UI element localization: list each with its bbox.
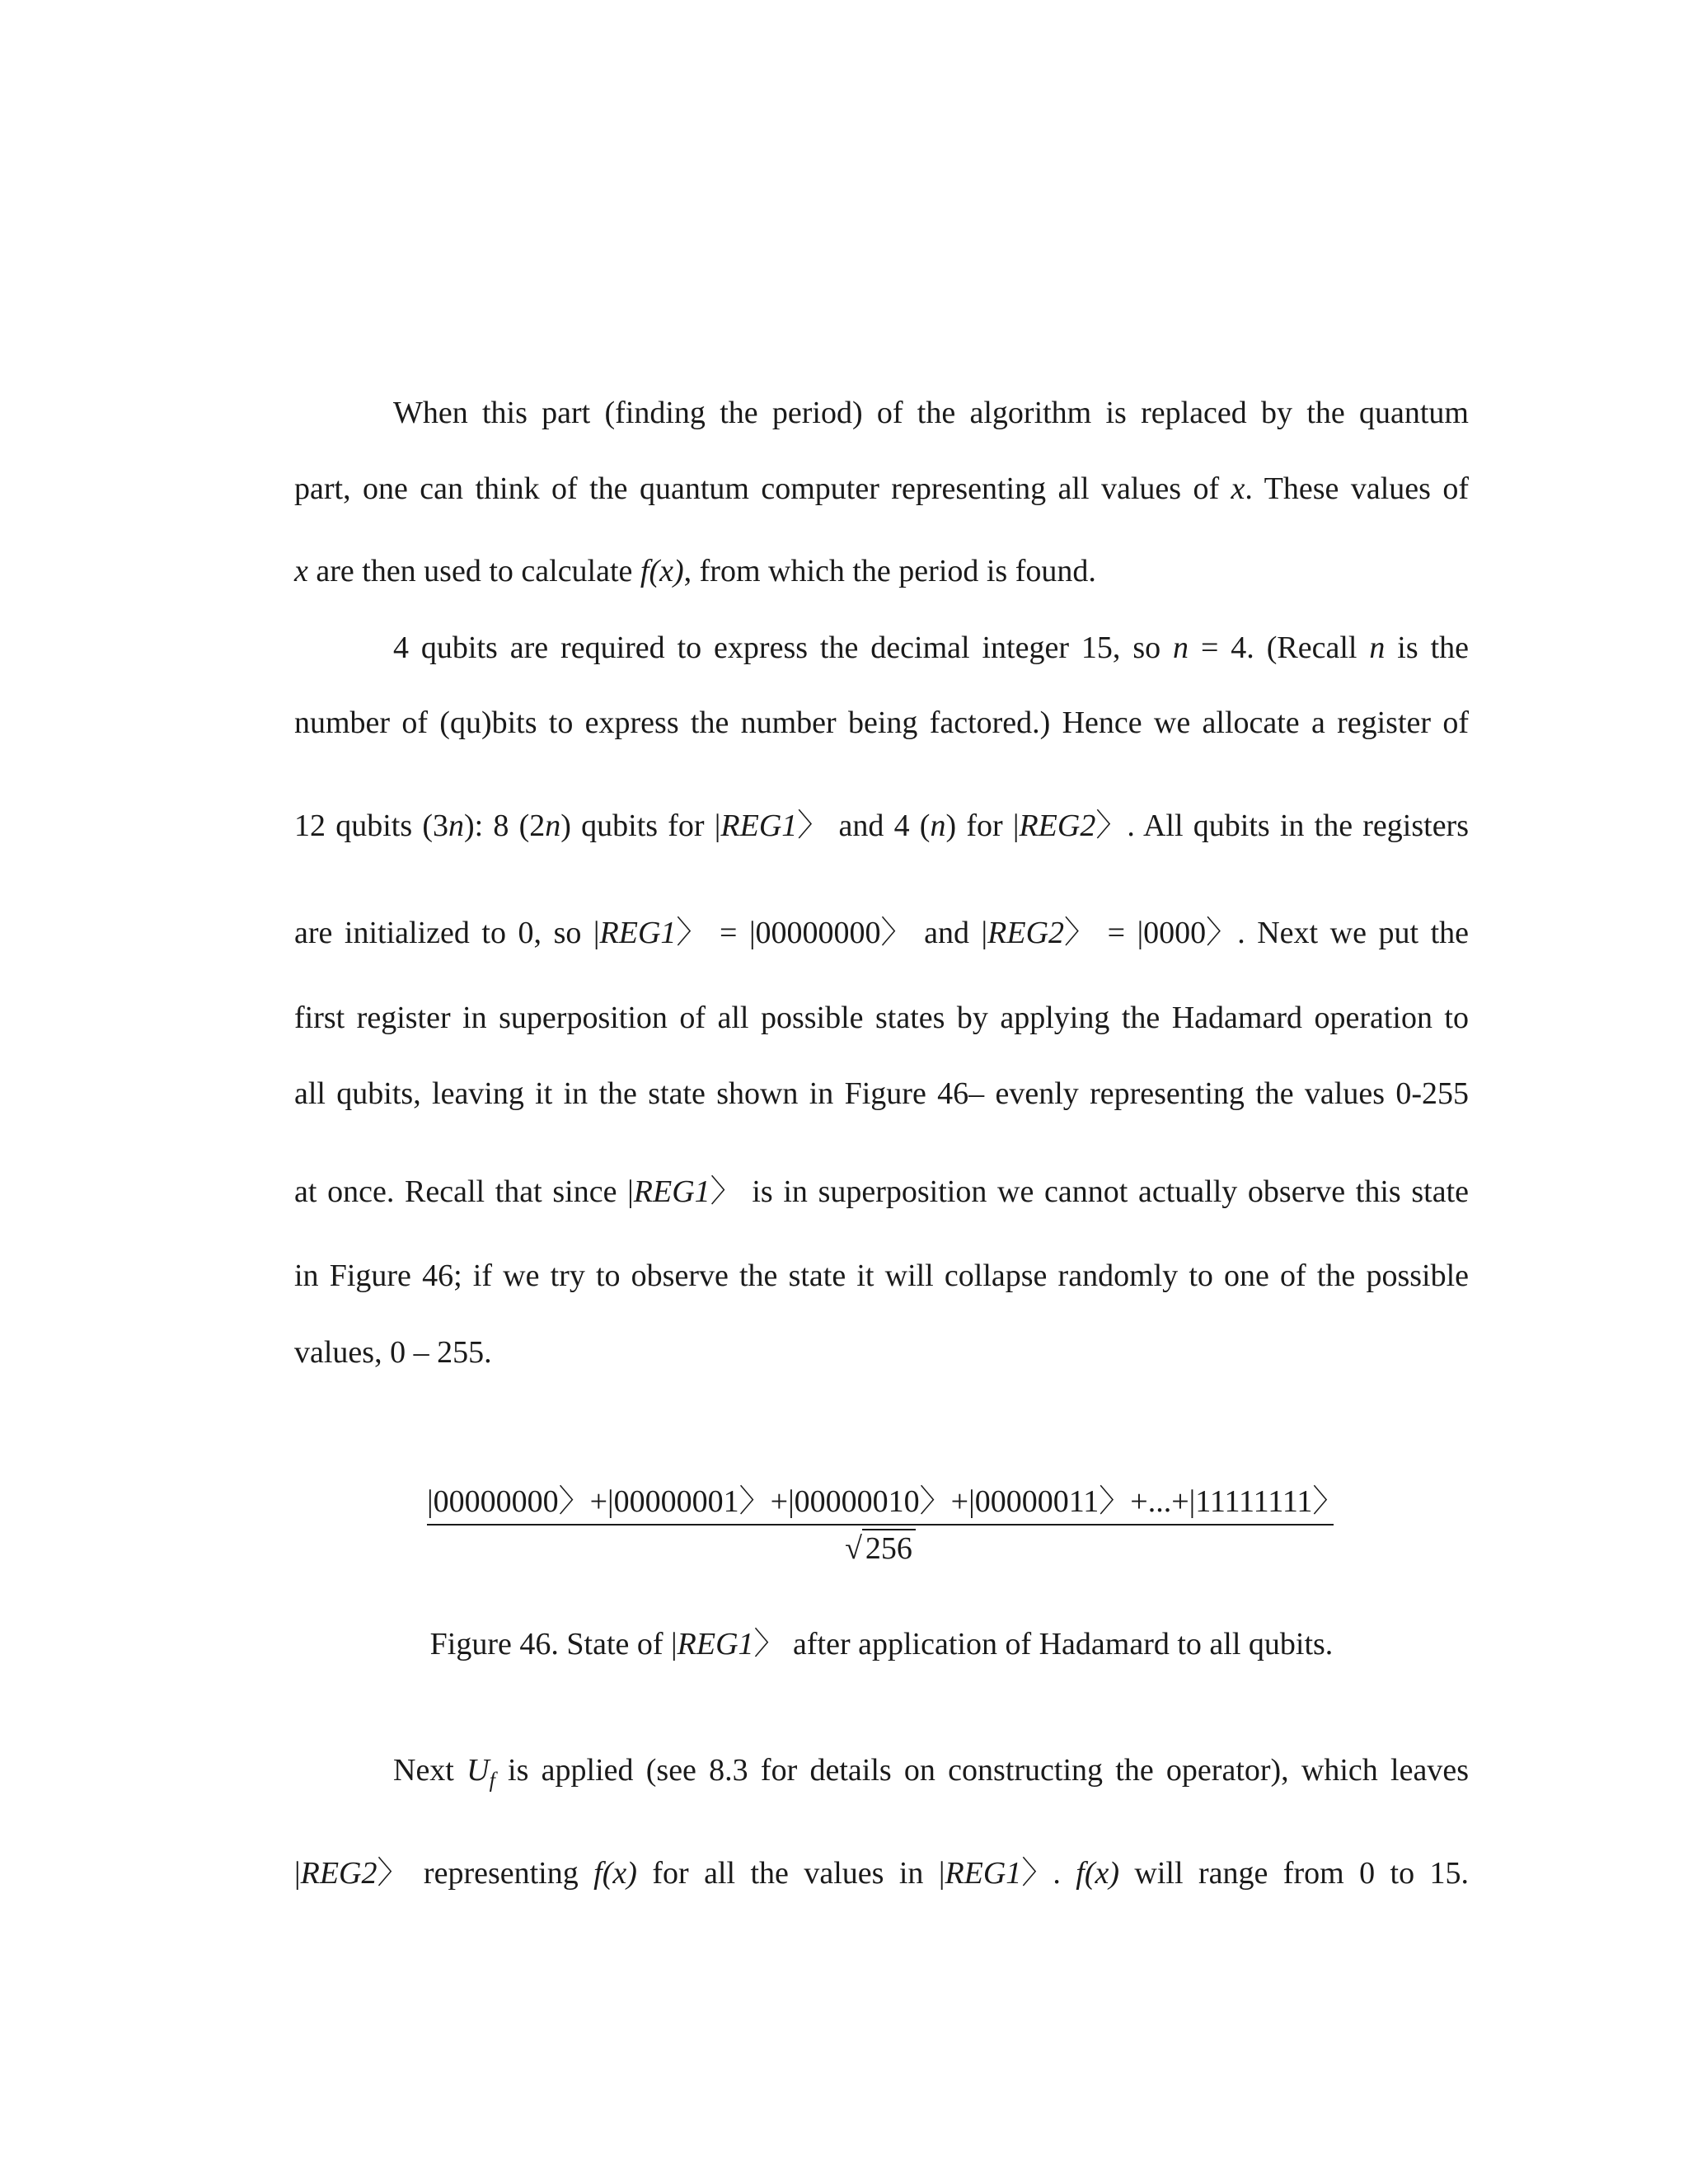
text: number of (qu)bits to express the number being factored.) Hence we allocate a register of xyxy=(294,705,1469,740)
text: are initialized to 0, so xyxy=(294,916,593,950)
text: and 4 ( xyxy=(828,808,931,843)
variable-n: n xyxy=(1369,630,1386,665)
text: . xyxy=(1053,1856,1076,1891)
text: When this part (finding the period) of the algorithm is replaced by the quantum xyxy=(393,396,1469,430)
ket-reg2: |REG2〉 xyxy=(981,916,1096,950)
paragraph2-line9 xyxy=(294,1337,1469,1368)
fraction-bar xyxy=(427,1524,1334,1526)
paragraph2-line8 xyxy=(294,1260,1469,1291)
equals-sign: = xyxy=(1095,916,1137,950)
text: . These values of xyxy=(1245,471,1469,506)
variable-n: n xyxy=(930,808,946,843)
variable-x: x xyxy=(294,554,308,588)
text: ) for xyxy=(945,808,1013,843)
variable-n: n xyxy=(545,808,561,843)
variable-n: n xyxy=(1173,630,1189,665)
operator-uf: $U_f$ xyxy=(467,1753,495,1793)
text: part, one can think of the quantum computer representing all values of xyxy=(294,471,1231,506)
text: all qubits, leaving it in the state shown in Figure 46– evenly representing the values 0-255 xyxy=(294,1076,1469,1111)
text: and xyxy=(912,916,982,950)
ket-zeros8: |00000000〉 xyxy=(748,916,912,950)
text: ): 8 (2 xyxy=(463,808,546,843)
text: is the xyxy=(1385,630,1469,665)
text: is in superposition we cannot actually observe this state xyxy=(741,1174,1469,1209)
text: = 4. (Recall xyxy=(1189,630,1370,665)
text: . Next we put the xyxy=(1237,916,1470,950)
ket-reg2: |REG2〉 xyxy=(1012,808,1128,843)
ket-reg1: |REG1〉 xyxy=(593,916,708,950)
paragraph2-line6 xyxy=(294,1078,1469,1109)
ket-reg1: |REG1〉 xyxy=(671,1627,785,1661)
paragraph3-line1 xyxy=(393,1755,1469,1792)
text: will range from 0 to 15. xyxy=(1119,1856,1469,1891)
paragraph2-line2 xyxy=(294,707,1469,738)
text: at once. Recall that since xyxy=(294,1174,628,1209)
text: . All qubits in the registers xyxy=(1127,808,1469,843)
function-fx: f(x) xyxy=(640,554,684,588)
paragraph1-line2 xyxy=(294,473,1469,504)
paragraph3-line2 xyxy=(294,1858,1469,1889)
text: is applied (see 8.3 for details on constructing the operator), which leaves xyxy=(495,1753,1469,1788)
ket-reg1: |REG1〉 xyxy=(938,1856,1053,1891)
variable-x: x xyxy=(1231,471,1245,506)
text: representing xyxy=(408,1856,594,1891)
text: in Figure 46; if we try to observe the state it will collapse randomly to one of the possible xyxy=(294,1258,1469,1293)
paragraph2-line7 xyxy=(294,1176,1469,1207)
paragraph2-line4 xyxy=(294,917,1469,949)
ket-reg1: |REG1〉 xyxy=(627,1174,742,1209)
text: 4 qubits are required to express the decimal integer 15, so xyxy=(393,630,1174,665)
text: after application of Hadamard to all qubits. xyxy=(785,1627,1334,1661)
variable-n: n xyxy=(448,808,464,843)
text: first register in superposition of all possible states by applying the Hadamard operation to xyxy=(294,1001,1469,1035)
text: for all the values in xyxy=(636,1856,939,1891)
ket-zeros4: |0000〉 xyxy=(1137,916,1238,950)
equals-sign: = xyxy=(707,916,749,950)
function-fx: f(x) xyxy=(1076,1856,1119,1891)
paragraph2-line1 xyxy=(393,632,1469,663)
paragraph2-line3 xyxy=(294,810,1469,841)
text: values, 0 – 255. xyxy=(294,1335,492,1370)
ket-reg1: |REG1〉 xyxy=(714,808,829,843)
text: ) qubits for xyxy=(560,808,715,843)
paragraph1-line1 xyxy=(393,397,1469,429)
text: are then used to calculate xyxy=(307,554,640,588)
paragraph1-line3 xyxy=(294,555,1469,587)
function-fx: f(x) xyxy=(593,1856,637,1891)
equation-numerator: |00000000〉+|00000001〉+|00000010〉+|00000011〉+...+|11111111〉 xyxy=(427,1484,1344,1519)
ket-reg2: |REG2〉 xyxy=(294,1856,409,1891)
paragraph2-line5 xyxy=(294,1002,1469,1033)
text: , from which the period is found. xyxy=(683,554,1096,588)
equation-denominator: √ 256 xyxy=(427,1529,1334,1567)
text: Figure 46. State of xyxy=(429,1627,672,1661)
sqrt-radicand: 256 xyxy=(862,1529,916,1567)
figure46-equation xyxy=(427,1475,1344,1567)
figure46-caption xyxy=(294,1618,1469,1663)
text: 12 qubits (3 xyxy=(294,808,448,843)
text: Next xyxy=(393,1753,467,1788)
